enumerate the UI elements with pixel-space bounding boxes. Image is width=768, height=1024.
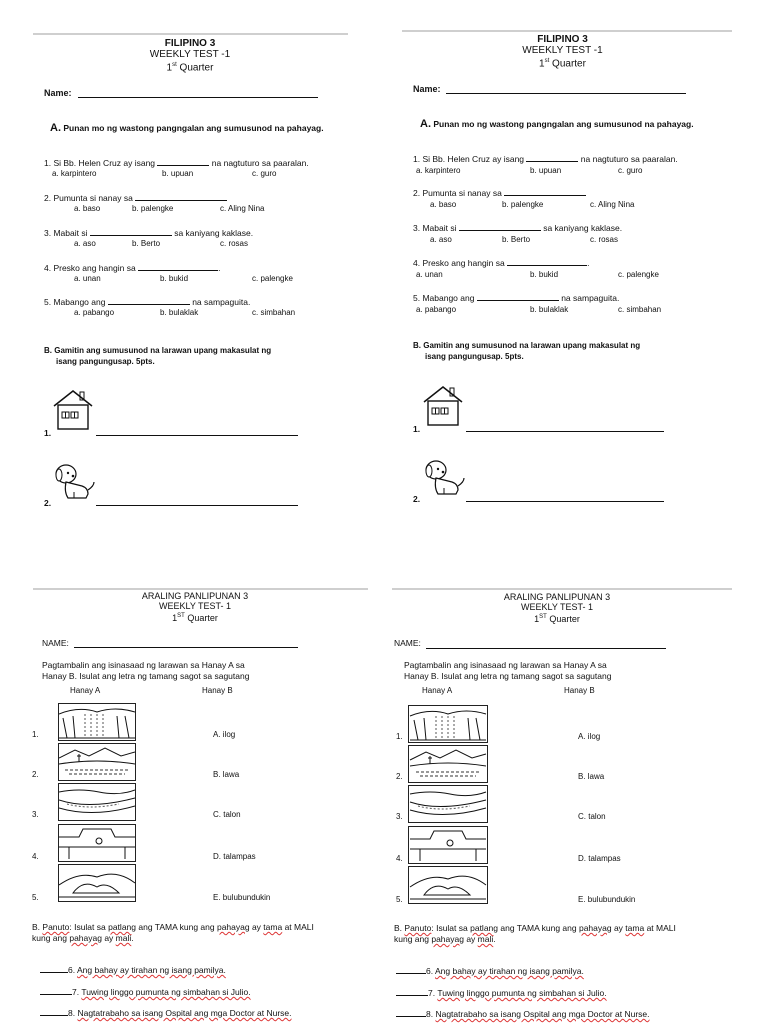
question-5: 5. Mabango ang na sampaguita.: [413, 293, 620, 303]
answer-line[interactable]: [466, 431, 664, 432]
match-number: 4.: [32, 852, 39, 861]
answer-blank[interactable]: [396, 995, 428, 996]
b-item-2: 2.: [44, 498, 52, 508]
house-icon: [420, 384, 466, 428]
answer-blank[interactable]: [504, 195, 586, 196]
answer-blank[interactable]: [157, 165, 209, 166]
filipino-sheet-left: [20, 0, 360, 560]
test-subtitle: WEEKLY TEST -1: [522, 45, 603, 56]
column-a-header: Hanay A: [70, 686, 101, 695]
match-number: 2.: [396, 772, 403, 781]
choice-a: a. pabango: [74, 308, 115, 317]
choice-c: c. simbahan: [252, 308, 296, 317]
choice-b: b. Berto: [502, 235, 531, 244]
quarter-label: 1ST Quarter: [172, 613, 218, 623]
choice-c: c. palengke: [618, 270, 659, 279]
answer-blank[interactable]: [108, 304, 190, 305]
match-answer: C. talon: [213, 810, 241, 819]
quarter-label: 1ST Quarter: [534, 614, 580, 624]
answer-blank[interactable]: [135, 200, 227, 201]
match-answer: E. bulubundukin: [578, 895, 636, 904]
mountains-picture: [58, 864, 136, 902]
araling-sheet-right: [392, 560, 732, 1024]
question-2: 2. Pumunta si nanay sa: [44, 193, 227, 203]
name-label: Name:: [44, 88, 72, 98]
answer-blank[interactable]: [459, 230, 541, 231]
filipino-sheet-right: [390, 0, 730, 560]
b-item-1: 1.: [413, 424, 421, 434]
choice-b: b. upuan: [530, 166, 562, 175]
choice-a: a. aso: [430, 235, 452, 244]
match-number: 4.: [396, 854, 403, 863]
part-b-instruction-2: isang pangungusap. 5pts.: [56, 357, 155, 366]
plateau-picture: [58, 824, 136, 862]
column-b-header: Hanay B: [564, 686, 595, 695]
part-b-instruction-1: B. Panuto: Isulat sa patlang ang TAMA kung ang pahayag ay tama at MALI: [32, 922, 314, 932]
choice-a: a. unan: [74, 274, 101, 283]
question-2: 2. Pumunta si nanay sa: [413, 188, 586, 198]
match-answer: D. talampas: [213, 852, 256, 861]
match-answer: E. bulubundukin: [213, 893, 271, 902]
statement-7: 7. Tuwing linggo pumunta ng simbahan si Julio.: [40, 987, 251, 997]
part-b-instruction-2: kung ang pahayag ay mali.: [32, 933, 134, 943]
question-5: 5. Mabango ang na sampaguita.: [44, 297, 251, 307]
choice-c: c. rosas: [590, 235, 619, 244]
mountains-picture: [408, 866, 488, 904]
instruction-2: Hanay B. Isulat ang letra ng tamang sagot sa sagutang: [404, 671, 612, 681]
part-b-instruction-1: B. Gamitin ang sumusunod na larawan upang makasulat ng: [44, 346, 272, 355]
instruction-2: Hanay B. Isulat ang letra ng tamang sagot sa sagutang: [42, 671, 250, 681]
choice-c: c. Aling Nina: [590, 200, 635, 209]
answer-blank[interactable]: [90, 235, 172, 236]
b-item-1: 1.: [44, 428, 52, 438]
match-answer: C. talon: [578, 812, 606, 821]
b-item-2: 2.: [413, 494, 421, 504]
question-1: 1. Si Bb. Helen Cruz ay isang na nagtuturo sa paaralan.: [44, 158, 309, 168]
name-label: Name:: [413, 84, 441, 94]
name-line[interactable]: [446, 93, 686, 94]
choice-c: c. Aling Nina: [220, 204, 265, 213]
lake-picture: [408, 745, 488, 783]
match-answer: B. lawa: [578, 772, 605, 781]
header: [390, 34, 735, 69]
match-answer: D. talampas: [578, 854, 621, 863]
header: [20, 38, 360, 73]
answer-blank[interactable]: [477, 300, 559, 301]
part-a-instruction: A. Punan mo ng wastong pangngalan ang sumusunod na pahayag.: [420, 118, 694, 130]
match-number: 5.: [32, 893, 39, 902]
answer-blank[interactable]: [40, 972, 68, 973]
question-4: 4. Presko ang hangin sa .: [413, 258, 590, 268]
araling-sheet-left: [30, 560, 370, 1024]
river-picture: [408, 785, 488, 823]
choice-b: b. Berto: [132, 239, 161, 248]
match-number: 5.: [396, 895, 403, 904]
part-b-instruction-2: kung ang pahayag ay mali.: [394, 934, 496, 944]
choice-c: c. palengke: [252, 274, 293, 283]
match-answer: A. ilog: [578, 732, 601, 741]
answer-line[interactable]: [96, 505, 298, 506]
answer-blank[interactable]: [526, 161, 578, 162]
match-number: 2.: [32, 770, 39, 779]
waterfall-picture: [58, 703, 136, 741]
header: [30, 591, 360, 623]
statement-6: 6. Ang bahay ay tirahan ng isang pamilya.: [40, 965, 226, 975]
name-label: NAME:: [394, 638, 421, 648]
part-b-instruction-1: B. Panuto: Isulat sa patlang ang TAMA kung ang pahayag ay tama at MALI: [394, 923, 676, 933]
choice-a: a. karpintero: [416, 166, 461, 175]
column-a-header: Hanay A: [422, 686, 453, 695]
match-number: 3.: [396, 812, 403, 821]
choice-b: b. palengke: [502, 200, 544, 209]
statement-8: 8. Nagtatrabaho sa isang Ospital ang mga Doctor at Nurse.: [40, 1008, 292, 1018]
dog-icon: [422, 458, 468, 498]
test-subtitle: WEEKLY TEST- 1: [520, 602, 594, 612]
header: [392, 592, 722, 624]
part-a-instruction: A. Punan mo ng wastong pangngalan ang sumusunod na pahayag.: [50, 122, 324, 134]
answer-blank[interactable]: [40, 1015, 68, 1016]
name-label: NAME:: [42, 638, 69, 648]
quarter-label: 1st Quarter: [166, 62, 214, 74]
choice-a: a. baso: [74, 204, 101, 213]
choice-b: b. bulaklak: [530, 305, 569, 314]
choice-b: b. bukid: [160, 274, 189, 283]
answer-blank[interactable]: [396, 1016, 426, 1017]
question-3: 3. Mabait si sa kaniyang kaklase.: [413, 223, 623, 233]
name-line[interactable]: [74, 647, 298, 648]
choice-c: c. rosas: [220, 239, 249, 248]
dog-icon: [52, 462, 98, 502]
column-b-header: Hanay B: [202, 686, 233, 695]
answer-line[interactable]: [466, 501, 664, 502]
river-picture: [58, 783, 136, 821]
match-answer: B. lawa: [213, 770, 240, 779]
test-title: ARALING PANLIPUNAN 3: [503, 592, 611, 602]
instruction-1: Pagtambalin ang isinasaad ng larawan sa Hanay A sa: [42, 660, 245, 670]
choice-a: a. aso: [74, 239, 96, 248]
choice-c: c. guro: [252, 169, 277, 178]
match-number: 1.: [32, 730, 39, 739]
choice-b: b. palengke: [132, 204, 174, 213]
question-4: 4. Presko ang hangin sa .: [44, 263, 221, 273]
match-number: 1.: [396, 732, 403, 741]
answer-blank[interactable]: [396, 973, 426, 974]
part-b-instruction-1: B. Gamitin ang sumusunod na larawan upang makasulat ng: [413, 341, 641, 350]
statement-6: 6. Ang bahay ay tirahan ng isang pamilya.: [396, 966, 584, 976]
match-answer: A. ilog: [213, 730, 236, 739]
choice-b: b. upuan: [162, 169, 194, 178]
choice-c: c. guro: [618, 166, 643, 175]
question-1: 1. Si Bb. Helen Cruz ay isang na nagtuturo sa paaralan.: [413, 154, 678, 164]
test-title: ARALING PANLIPUNAN 3: [141, 591, 249, 601]
house-icon: [50, 388, 96, 432]
plateau-picture: [408, 826, 488, 864]
waterfall-picture: [408, 705, 488, 743]
test-title: FILIPINO 3: [537, 34, 588, 45]
statement-8: 8. Nagtatrabaho sa isang Ospital ang mga Doctor at Nurse.: [396, 1009, 650, 1019]
test-title: FILIPINO 3: [164, 38, 216, 49]
answer-blank[interactable]: [507, 265, 587, 266]
choice-a: a. karpintero: [52, 169, 97, 178]
choice-a: a. baso: [430, 200, 457, 209]
question-3: 3. Mabait si sa kaniyang kaklase.: [44, 228, 254, 238]
answer-blank[interactable]: [138, 270, 218, 271]
choice-b: b. bukid: [530, 270, 559, 279]
answer-line[interactable]: [96, 435, 298, 436]
instruction-1: Pagtambalin ang isinasaad ng larawan sa Hanay A sa: [404, 660, 607, 670]
choice-c: c. simbahan: [618, 305, 662, 314]
part-b-instruction-2: isang pangungusap. 5pts.: [425, 352, 524, 361]
name-line[interactable]: [78, 97, 318, 98]
answer-blank[interactable]: [40, 994, 72, 995]
test-subtitle: WEEKLY TEST- 1: [158, 601, 232, 611]
choice-b: b. bulaklak: [160, 308, 199, 317]
name-line[interactable]: [426, 648, 666, 649]
choice-a: a. pabango: [416, 305, 457, 314]
test-subtitle: WEEKLY TEST -1: [149, 49, 231, 60]
statement-7: 7. Tuwing linggo pumunta ng simbahan si Julio.: [396, 988, 607, 998]
choice-a: a. unan: [416, 270, 443, 279]
quarter-label: 1st Quarter: [539, 58, 586, 70]
match-number: 3.: [32, 810, 39, 819]
lake-picture: [58, 743, 136, 781]
